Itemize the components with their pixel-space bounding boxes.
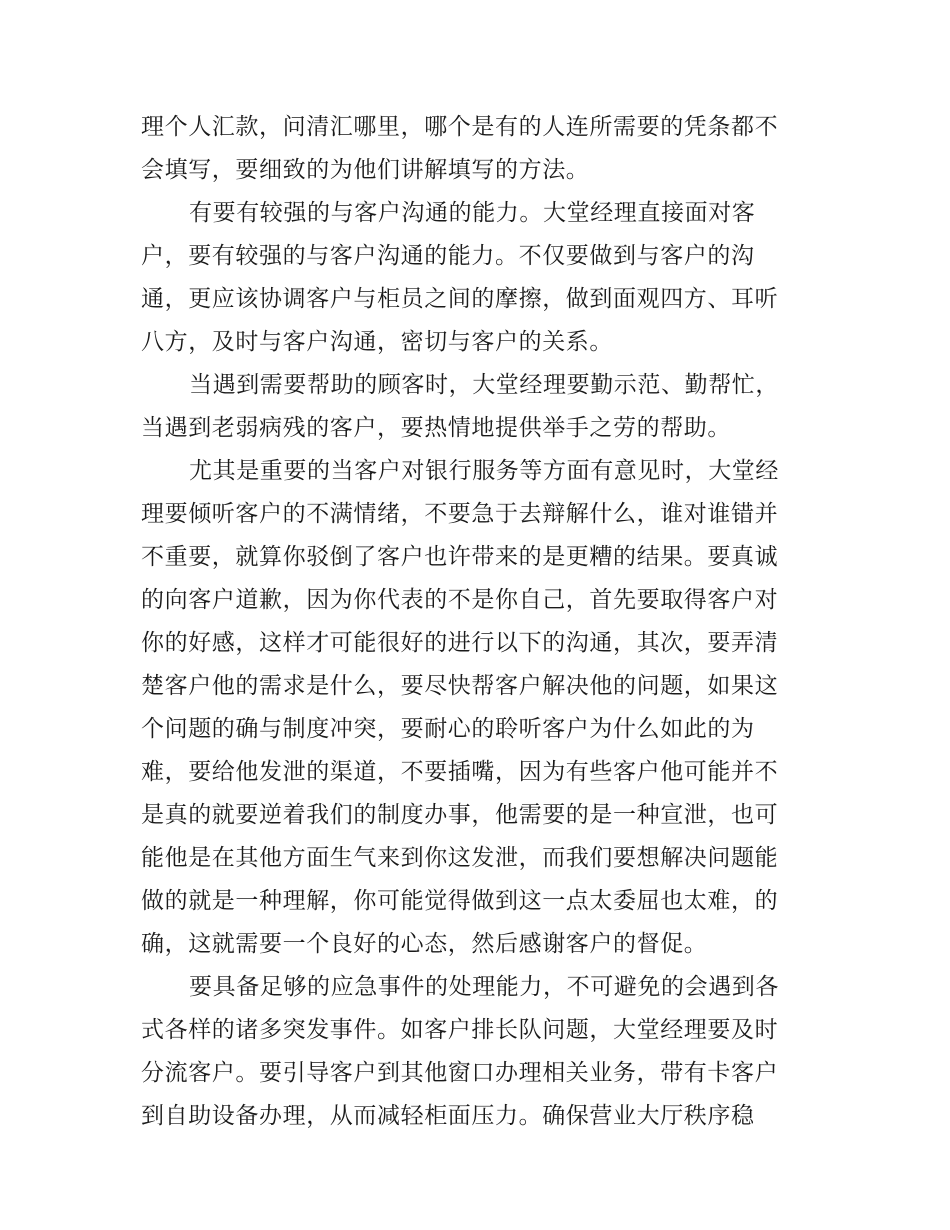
text-line: 尤其是重要的当客户对银行服务等方面有意见时，大堂经	[189, 458, 779, 484]
document-body	[141, 106, 813, 1138]
text-line: 当遇到需要帮助的顾客时，大堂经理要勤示范、勤帮忙，	[189, 372, 779, 398]
text-line: 分流客户。要引导客户到其他窗口办理相关业务，带有卡客户	[141, 1060, 779, 1086]
text-line: 到自助设备办理，从而减轻柜面压力。确保营业大厅秩序稳	[141, 1103, 755, 1129]
text-line: 当遇到老弱病残的客户，要热情地提供举手之劳的帮助。	[141, 415, 731, 441]
text-line: 理要倾听客户的不满情绪，不要急于去辩解什么，谁对谁错并	[141, 501, 779, 527]
text-line: 能他是在其他方面生气来到你这发泄，而我们要想解决问题能	[141, 845, 779, 871]
text-line: 是真的就要逆着我们的制度办事，他需要的是一种宣泄，也可	[141, 802, 779, 828]
text-line: 通，更应该协调客户与柜员之间的摩擦，做到面观四方、耳听	[141, 286, 779, 312]
text-line: 楚客户他的需求是什么，要尽快帮客户解决他的问题，如果这	[141, 673, 779, 699]
text-line: 做的就是一种理解，你可能觉得做到这一点太委屈也太难，的	[141, 888, 779, 914]
text-line: 有要有较强的与客户沟通的能力。大堂经理直接面对客	[189, 200, 756, 226]
text-line: 不重要，就算你驳倒了客户也许带来的是更糟的结果。要真诚	[141, 544, 779, 570]
text-line: 个问题的确与制度冲突，要耐心的聆听客户为什么如此的为	[141, 716, 755, 742]
text-line: 八方，及时与客户沟通，密切与客户的关系。	[141, 329, 613, 355]
text-line: 会填写，要细致的为他们讲解填写的方法。	[141, 157, 590, 183]
text-line: 难，要给他发泄的渠道，不要插嘴，因为有些客户他可能并不	[141, 759, 779, 785]
text-line: 你的好感，这样才可能很好的进行以下的沟通，其次，要弄清	[141, 630, 779, 656]
text-line: 式各样的诸多突发事件。如客户排长队问题，大堂经理要及时	[141, 1017, 779, 1043]
text-line: 理个人汇款，问清汇哪里，哪个是有的人连所需要的凭条都不	[141, 114, 779, 140]
text-line: 的向客户道歉，因为你代表的不是你自己，首先要取得客户对	[141, 587, 779, 613]
text-line: 户，要有较强的与客户沟通的能力。不仅要做到与客户的沟	[141, 243, 755, 269]
text-line: 确，这就需要一个良好的心态，然后感谢客户的督促。	[141, 931, 708, 957]
text-line: 要具备足够的应急事件的处理能力，不可避免的会遇到各	[189, 974, 779, 1000]
